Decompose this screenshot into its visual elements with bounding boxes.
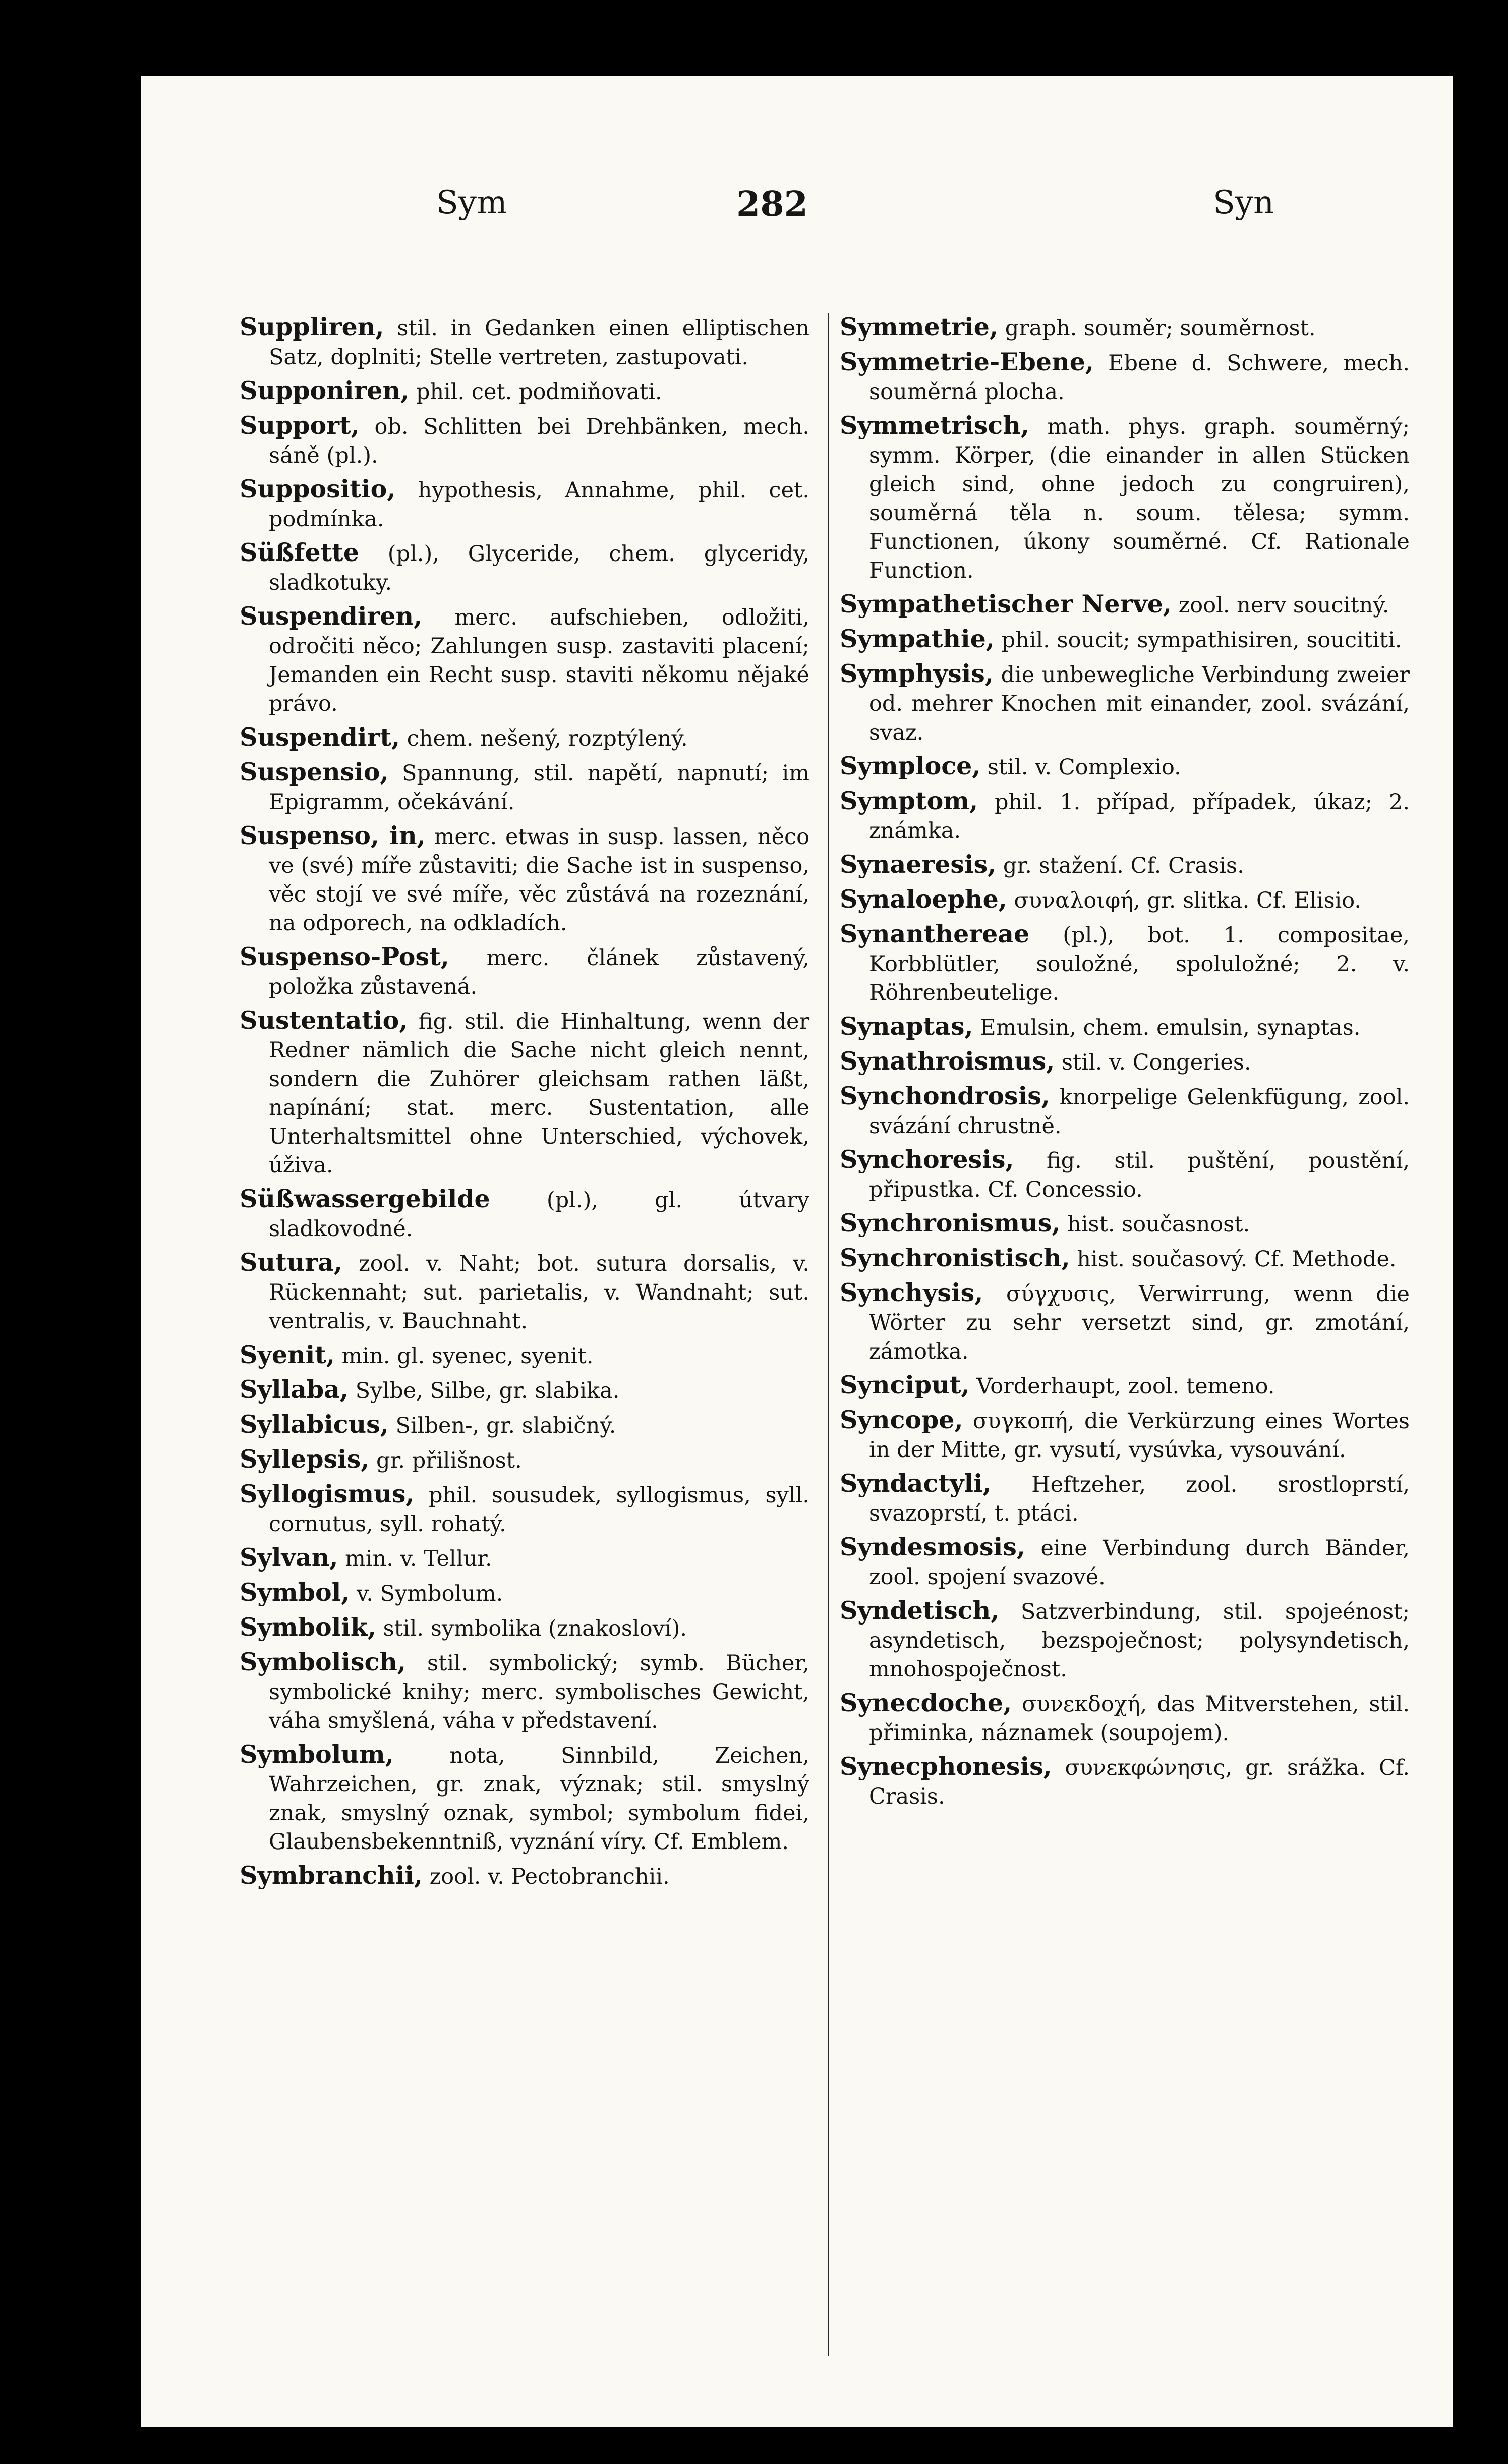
dictionary-entry [240,821,809,938]
entry-definition: math. phys. graph. souměrný; symm. Körper, (die einander in allen Stücken gleich sind, ohne jedoch zu congruiren), souměrná těla n. soum. tělesa; symm. Functionen, úkony souměrné. Cf. Rationale Function. [869,414,1410,583]
entry-headword: Süßfette [240,538,359,567]
column-divider [828,313,829,2356]
dictionary-entry [840,787,1410,846]
entry-headword: Synaloephe, [840,884,1007,914]
dictionary-entry [240,1543,809,1574]
dictionary-entry [240,1613,809,1643]
entry-headword: Symptom, [840,786,978,815]
entry-headword: Synecdoche, [840,1688,1012,1717]
header-left-keyword: Sym [436,184,507,221]
entry-headword: Syllabicus, [240,1410,389,1439]
entry-headword: Suppositio, [240,474,396,503]
entry-headword: Suspendirt, [240,722,400,752]
entry-headword: Synciput, [840,1370,970,1399]
dictionary-entry [240,1861,809,1891]
entry-headword: Synchoresis, [840,1145,1014,1174]
entry-definition: Heftzeher, zool. srostloprstí, svazoprstí, t. ptáci. [869,1472,1410,1526]
dictionary-entry [840,625,1410,655]
dictionary-entry [240,1648,809,1735]
entry-definition: Emulsin, chem. emulsin, synaptas. [980,1015,1361,1040]
dictionary-entry [240,538,809,597]
entry-definition: v. Symbolum. [357,1581,503,1606]
entry-definition: συνεκδοχή, das Mitverstehen, stil. přiminka, náznamek (soupojem). [869,1692,1410,1746]
dictionary-entry [840,1244,1410,1274]
entry-headword: Symploce, [840,751,981,780]
entry-definition: merc. aufschieben, odložiti, odročiti něco; Zahlungen susp. zastaviti placení; Jemanden ein Recht susp. staviti někomu nějaké právo. [269,605,809,716]
dictionary-entry [840,1278,1410,1366]
entry-definition: stil. v. Complexio. [988,755,1181,780]
entry-definition: phil. cet. podmiňovati. [416,379,662,405]
dictionary-entry [840,313,1410,343]
entry-definition: chem. nešený, rozptýlený. [407,726,688,751]
dictionary-entry [840,590,1410,620]
dictionary-entry [840,1145,1410,1204]
entry-headword: Suspenso-Post, [240,942,449,971]
dictionary-entry [840,752,1410,782]
entry-headword: Symmetrie-Ebene, [840,347,1094,376]
entry-headword: Symmetrisch, [840,411,1029,440]
entry-headword: Sympathie, [840,624,995,653]
entry-definition: zool. nerv soucitný. [1178,593,1389,618]
entry-definition: συναλοιφή, gr. slitka. Cf. Elisio. [1014,888,1362,913]
entry-definition: phil. 1. případ, případek, úkaz; 2. známka. [869,790,1410,844]
entry-definition: Vorderhaupt, zool. temeno. [976,1374,1275,1399]
dictionary-entry [840,348,1410,407]
entry-headword: Synchronismus, [840,1208,1061,1238]
entry-definition: graph. souměr; souměrnost. [1005,316,1316,341]
dictionary-entry [840,1469,1410,1528]
entry-headword: Suspensio, [240,757,389,787]
left-column [240,313,809,1896]
dictionary-entry [240,1410,809,1440]
entry-headword: Synanthereae [840,919,1030,948]
entry-definition: Ebene d. Schwere, mech. souměrná plocha. [869,351,1410,405]
dictionary-entry [240,1375,809,1406]
entry-headword: Sympathetischer Nerve, [840,589,1172,619]
entry-headword: Syllaba, [240,1375,349,1404]
entry-headword: Sutura, [240,1248,342,1277]
dictionary-entry [240,1006,809,1180]
dictionary-entry [840,885,1410,915]
entry-headword: Symmetrie, [840,312,999,342]
dictionary-entry [240,1248,809,1336]
entry-headword: Syllepsis, [240,1444,370,1474]
dictionary-entry [240,1578,809,1608]
entry-definition: eine Verbindung durch Bänder, zool. spojení svazové. [869,1536,1410,1590]
entry-definition: stil. symbolický; symb. Bücher, symbolické knihy; merc. symbolisches Gewicht, váha smyšlená, váha v představení. [269,1651,809,1733]
entry-definition: zool. v. Naht; bot. sutura dorsalis, v. Rückennaht; sut. parietalis, v. Wandnaht; sut. ventralis, v. Bauchnaht. [269,1251,809,1334]
entry-headword: Süßwassergebilde [240,1184,490,1213]
entry-definition: fig. stil. puštění, poustění, připustka. Cf. Concessio. [869,1148,1410,1202]
entry-definition: zool. v. Pectobranchii. [429,1864,670,1889]
dictionary-entry [240,602,809,718]
entry-definition: σύγχυσις, Verwirrung, wenn die Wörter zu sehr versetzt sind, gr. zmotání, zámotka. [869,1281,1410,1364]
entry-headword: Symbol, [240,1578,350,1607]
dictionary-entry [240,376,809,407]
entry-headword: Syndetisch, [840,1596,1000,1625]
entry-headword: Synaptas, [840,1012,973,1041]
entry-definition: phil. soucit; sympathisiren, soucititi. [1001,628,1402,653]
entry-headword: Syenit, [240,1340,335,1369]
dictionary-entry [840,920,1410,1007]
entry-definition: stil. v. Congeries. [1061,1050,1251,1075]
entry-headword: Syncope, [840,1405,963,1434]
entry-definition: phil. sousudek, syllogismus, syll. cornutus, syll. rohatý. [269,1483,809,1537]
page-number: 282 [736,184,808,225]
entry-definition: gr. přilišnost. [376,1448,522,1473]
dictionary-entry [840,1082,1410,1141]
entry-definition: min. v. Tellur. [345,1546,492,1572]
entry-definition: knorpelige Gelenkfügung, zool. svázání chrustně. [869,1085,1410,1139]
dictionary-entry [240,411,809,470]
entry-headword: Synchysis, [840,1278,983,1307]
entry-headword: Synaeresis, [840,850,997,879]
dictionary-entry [240,1185,809,1244]
entry-definition: die unbewegliche Verbindung zweier od. mehrer Knochen mit einander, zool. svázání, svaz. [869,662,1410,745]
entry-definition: (pl.), Glyceride, chem. glyceridy, sladkotuky. [269,541,809,595]
entry-headword: Symbolum, [240,1740,394,1769]
entry-headword: Symbranchii, [240,1861,423,1890]
entry-headword: Sustentatio, [240,1005,408,1035]
dictionary-entry [240,942,809,1001]
entry-definition: ob. Schlitten bei Drehbänken, mech. sáně (pl.). [269,414,810,468]
entry-headword: Syndesmosis, [840,1532,1025,1561]
entry-definition: stil. symbolika (znakosloví). [383,1616,687,1641]
entry-definition: hist. současnost. [1067,1212,1250,1237]
entry-headword: Supponiren, [240,376,410,405]
dictionary-entry [240,723,809,753]
entry-headword: Suppliren, [240,312,384,342]
entry-headword: Symbolik, [240,1612,376,1642]
entry-headword: Support, [240,411,360,440]
entry-definition: merc. článek zůstavený, položka zůstavená. [269,945,809,999]
entry-definition: συνεκφώνησις, gr. srážka. Cf. Crasis. [869,1755,1410,1809]
entry-definition: Silben-, gr. slabičný. [395,1413,616,1438]
dictionary-entry [240,1740,809,1857]
dictionary-entry [840,1752,1410,1811]
entry-definition: (pl.), bot. 1. compositae, Korbblütler, souložné, spoluložné; 2. v. Röhrenbeutelige. [869,923,1410,1005]
entry-headword: Syndactyli, [840,1469,992,1498]
entry-definition: nota, Sinnbild, Zeichen, Wahrzeichen, gr. znak, význak; stil. smyslný znak, smyslný oznak, symbol; symbolum fidei, Glaubensbekenntniß, vyznání víry. Cf. Emblem. [269,1743,809,1855]
entry-headword: Synathroismus, [840,1046,1055,1076]
dictionary-entry [240,475,809,534]
entry-headword: Symphysis, [840,659,994,688]
entry-definition: fig. stil. die Hinhaltung, wenn der Redner nämlich die Sache nicht gleich nennt, sondern die Zuhörer gleichsam rathen läßt, napínání; stat. merc. Sustentation, alle Unterhaltsmittel ohne Unterschied, výchovek, úživa. [269,1009,809,1178]
entry-headword: Sylvan, [240,1543,338,1572]
entry-headword: Suspendiren, [240,601,423,631]
dictionary-entry [840,1533,1410,1592]
dictionary-entry [840,1371,1410,1401]
entry-definition: συγκοπή, die Verkürzung eines Wortes in der Mitte, gr. vysutí, vysúvka, vysouvání. [869,1409,1410,1463]
dictionary-entry [840,1406,1410,1465]
page-header [141,184,1453,240]
entry-headword: Suspenso, in, [240,821,426,850]
dictionary-entry [240,758,809,817]
entry-definition: hypothesis, Annahme, phil. cet. podmínka. [269,478,809,532]
entry-definition: Sylbe, Silbe, gr. slabika. [355,1378,620,1404]
entry-definition: Satzverbindung, stil. spojeénost; asyndetisch, bezspoječnost; polysyndetisch, mnohospoječnost. [869,1599,1410,1682]
dictionary-entry [240,1480,809,1539]
dictionary-entry [840,850,1410,880]
dictionary-entry [840,1689,1410,1748]
entry-headword: Synecphonesis, [840,1752,1052,1781]
entry-headword: Synchronistisch, [840,1243,1070,1272]
dictionary-entry [840,1047,1410,1077]
dictionary-entry [240,1340,809,1371]
entry-definition: merc. etwas in susp. lassen, něco ve (své) míře zůstaviti; die Sache ist in suspenso, věc stojí ve své míře, věc zůstává na rozeznání, na odporech, na odkladích. [269,824,809,936]
dictionary-entry [240,313,809,372]
dictionary-entry [840,1209,1410,1239]
dictionary-entry [840,1596,1410,1684]
dictionary-entry [840,1012,1410,1042]
entry-definition: gr. stažení. Cf. Crasis. [1003,853,1244,878]
entry-headword: Syllogismus, [240,1479,415,1508]
header-right-keyword: Syn [1213,184,1274,221]
dictionary-entry [240,1445,809,1475]
entry-headword: Synchondrosis, [840,1081,1050,1110]
entry-definition: min. gl. syenec, syenit. [341,1343,594,1369]
right-column [840,313,1410,1816]
entry-headword: Symbolisch, [240,1647,406,1676]
entry-definition: stil. in Gedanken einen elliptischen Satz, doplniti; Stelle vertreten, zastupovati. [269,316,809,370]
entry-definition: Spannung, stil. napětí, napnutí; im Epigramm, očekávání. [269,761,810,815]
entry-definition: (pl.), gl. útvary sladkovodné. [269,1188,810,1242]
dictionary-entry [840,659,1410,747]
dictionary-page [141,76,1453,2427]
entry-definition: hist. současový. Cf. Methode. [1077,1247,1397,1272]
dictionary-entry [840,411,1410,585]
